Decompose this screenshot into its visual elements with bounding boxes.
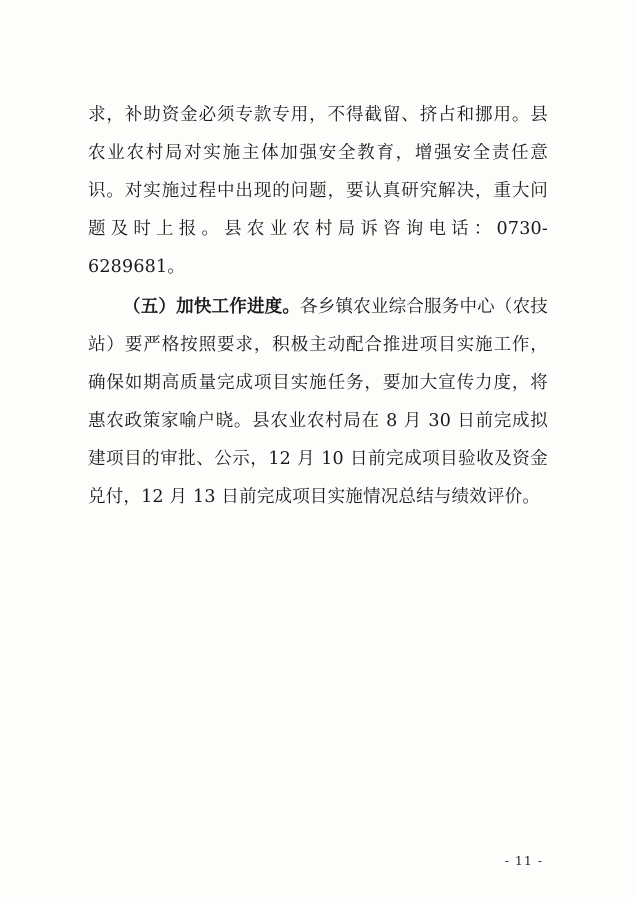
- paragraph-1: [88, 96, 548, 286]
- page-body: [88, 96, 548, 516]
- paragraph-2-text: 各乡镇农业综合服务中心（农技站）要严格按照要求，积极主动配合推进项目实施工作，确保如期高质量完成项目实施任务，要加大宣传力度，将惠农政策家喻户晓。县农业农村局在 8 月 30 日前完成拟建项目的审批、公示，12 月 10 日前完成项目验收及资金兑付，12 月 13 日前完成项目实施情况总结与绩效评价。: [88, 297, 548, 507]
- paragraph-2-heading: （五）加快工作进度。: [123, 297, 301, 317]
- page-number: - 11 -: [504, 853, 543, 868]
- paragraph-1-text: 求，补助资金必须专款专用，不得截留、挤占和挪用。县农业农村局对实施主体加强安全教育，增强安全责任意识。对实施过程中出现的问题，要认真研究解决，重大问题及时上报。县农业农村局诉咨询电话：0730-6289681。: [88, 105, 548, 277]
- paragraph-2: [88, 288, 548, 516]
